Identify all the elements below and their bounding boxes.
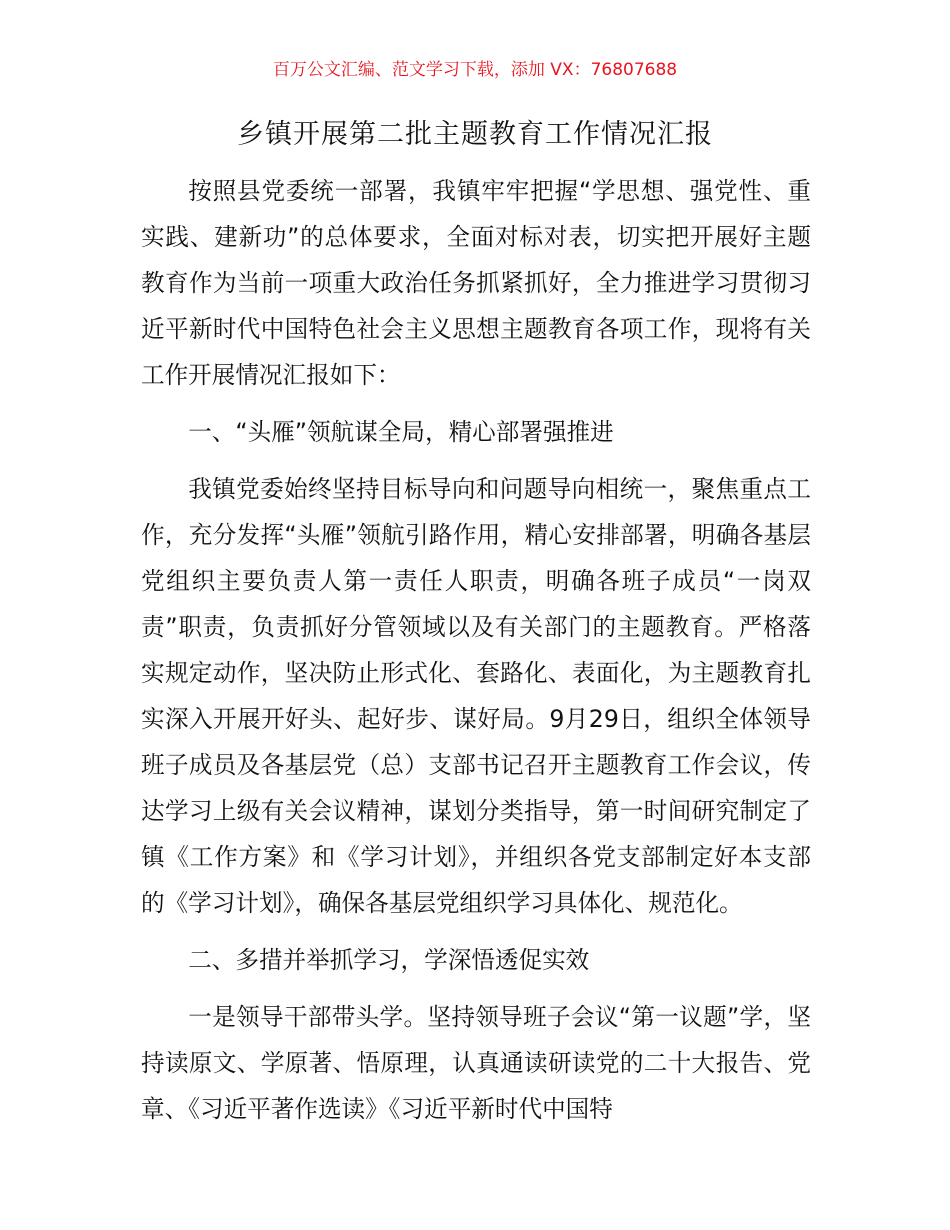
download-promo-note: 百万公文汇编、范文学习下载，添加 VX：76807688: [272, 60, 678, 80]
document-body: [141, 168, 811, 1132]
section-1-paragraph: 我镇党委始终坚持目标导向和问题导向相统一，聚焦重点工作，充分发挥“头雁”领航引路作用，精心安排部署，明确各基层党组织主要负责人第一责任人职责，明确各班子成员“一岗双责”职责，负责抓好分管领域以及有关部门的主题教育。严格落实规定动作，坚决防止形式化、套路化、表面化，为主题教育扎实深入开展开好头、起好步、谋好局。9月29日，组织全体领导班子成员及各基层党（总）支部书记召开主题教育工作会议，传达学习上级有关会议精神，谋划分类指导，第一时间研究制定了镇《工作方案》和《学习计划》，并组织各党支部制定好本支部的《学习计划》，确保各基层党组织学习具体化、规范化。: [141, 475, 811, 917]
section-2-paragraph: 一是领导干部带头学。坚持领导班子会议“第一议题”学，坚持读原文、学原著、悟原理，认真通读研读党的二十大报告、党章、《习近平著作选读》《习近平新时代中国特: [141, 1003, 811, 1123]
section-1-heading: 一、“头雁”领航谋全局，精心部署强推进: [188, 418, 614, 446]
document-title: 乡镇开展第二批主题教育工作情况汇报: [237, 119, 713, 150]
intro-paragraph: 按照县党委统一部署，我镇牢牢把握“学思想、强党性、重实践、建新功”的总体要求，全面对标对表，切实把开展好主题教育作为当前一项重大政治任务抓紧抓好，全力推进学习贯彻习近平新时代中国特色社会主义思想主题教育各项工作，现将有关工作开展情况汇报如下：: [141, 177, 811, 389]
section-2-heading: 二、多措并举抓学习，学深悟透促实效: [188, 946, 590, 974]
